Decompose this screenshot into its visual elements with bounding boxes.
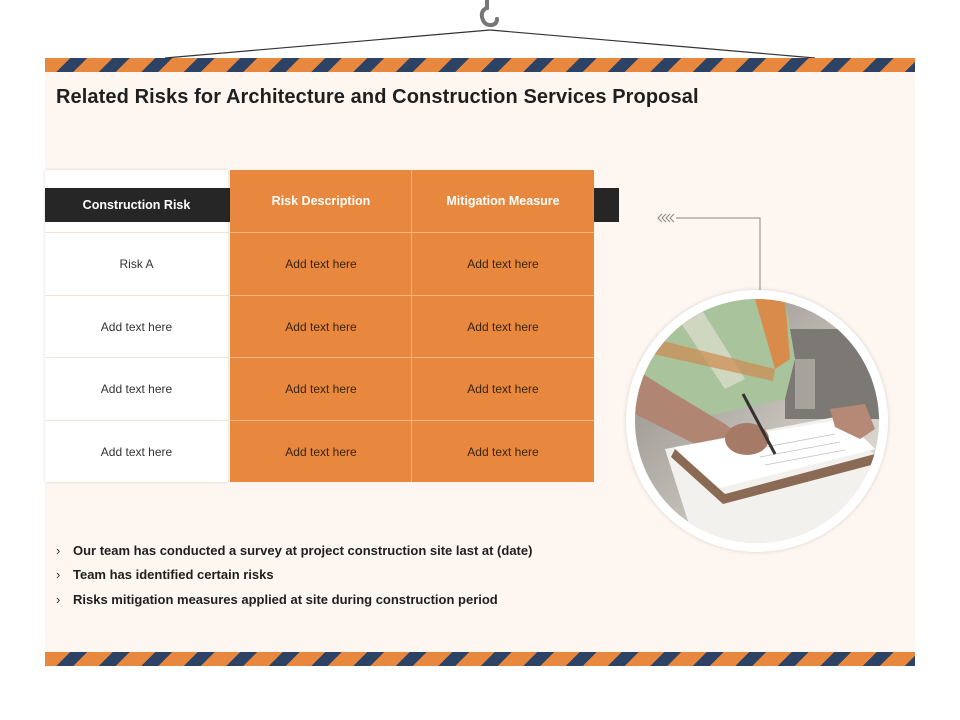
table-cell: Add text here	[100, 382, 173, 396]
table-cell: Add text here	[100, 319, 173, 334]
double-chevron-left-icon	[658, 214, 674, 222]
header-mitigation-measure: Mitigation Measure	[446, 194, 560, 208]
bullet-text: Our team has conducted a survey at project construction site last at (date)	[73, 542, 533, 558]
page-title: Related Risks for Architecture and Construction Services Proposal	[56, 86, 699, 108]
table-cell: Add text here	[285, 444, 357, 459]
table-cell: Add text here	[467, 257, 539, 271]
worker-drawing-plans-photo	[626, 290, 888, 552]
bullet-list	[56, 538, 616, 612]
table-cell: Add text here	[100, 444, 173, 459]
list-item	[56, 563, 616, 588]
list-item	[56, 587, 616, 612]
header-risk-description: Risk Description	[271, 194, 371, 208]
table-cell: Add text here	[285, 319, 357, 334]
bullet-text: Risks mitigation measures applied at site during construction period	[73, 591, 498, 607]
header-construction-risk: Construction Risk	[82, 198, 191, 212]
list-item	[56, 538, 616, 563]
bullet-text: Team has identified certain risks	[73, 567, 274, 583]
table-cell: Add text here	[467, 444, 539, 459]
table-cell: Add text here	[285, 257, 357, 271]
chevron-right-icon: ›	[56, 542, 61, 558]
bottom-stripe-border	[45, 652, 915, 666]
table-cell: Add text here	[285, 382, 357, 396]
table-cell: Add text here	[467, 382, 539, 396]
chevron-right-icon: ›	[56, 567, 61, 583]
top-stripe-border	[45, 58, 915, 72]
chevron-right-icon: ›	[56, 591, 61, 607]
risk-table	[45, 170, 595, 482]
table-cell: Risk A	[119, 257, 154, 271]
table-cell: Add text here	[467, 319, 539, 334]
